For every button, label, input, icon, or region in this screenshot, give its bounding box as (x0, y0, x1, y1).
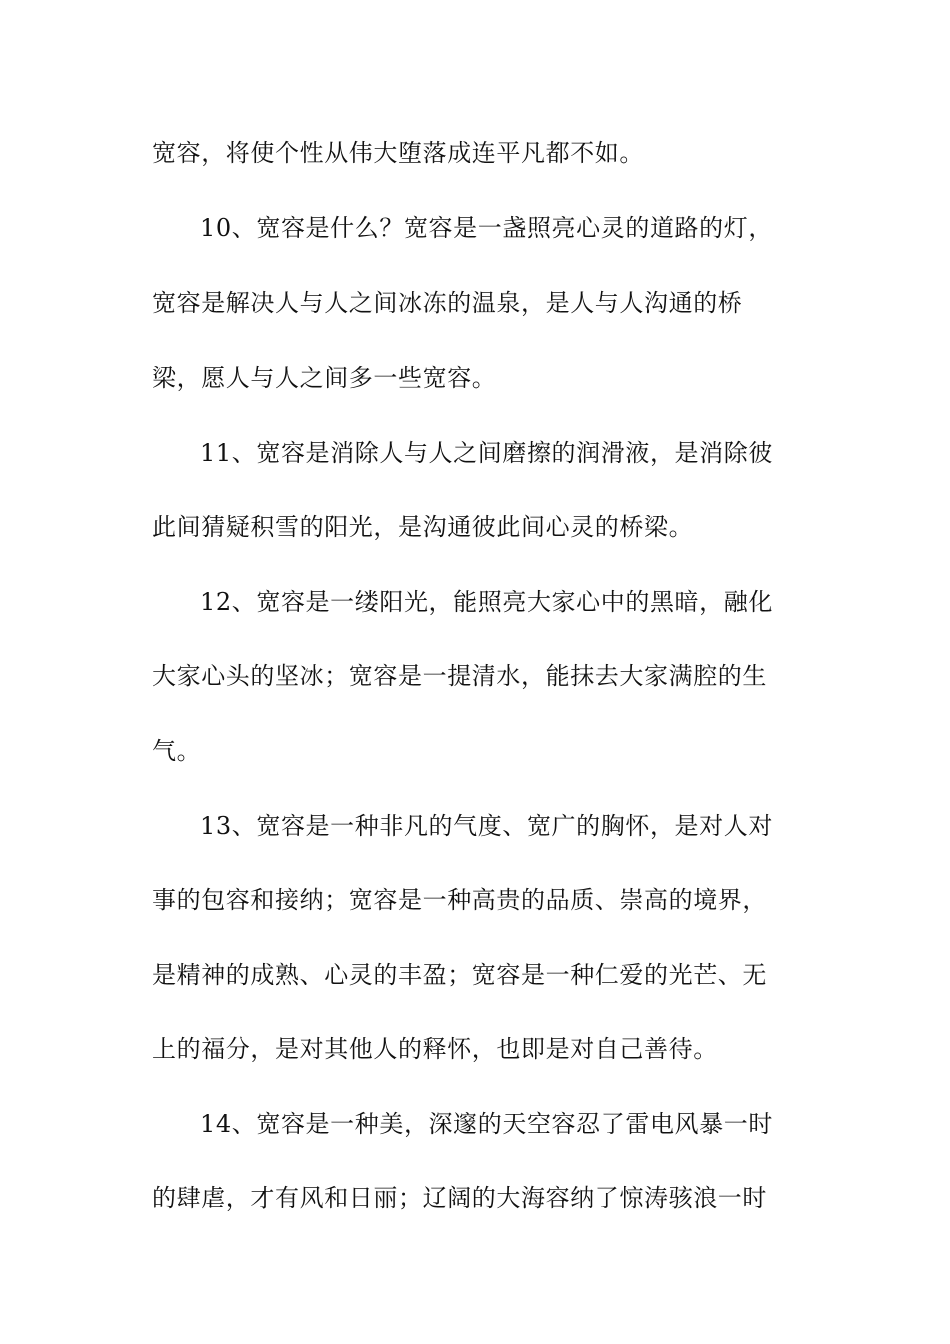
text-line: 上的福分，是对其他人的释怀，也即是对自己善待。 (152, 1035, 718, 1063)
text-line: 梁，愿人与人之间多一些宽容。 (152, 364, 497, 392)
text-line: 气。 (152, 737, 202, 765)
paragraph-13-line-1: 13、宽容是一种非凡的气度、宽广的胸怀，是对人对 (200, 812, 773, 840)
text-line: 宽容，将使个性从伟大堕落成连平凡都不如。 (152, 139, 644, 167)
paragraph-10-line-1: 10、宽容是什么？宽容是一盏照亮心灵的道路的灯， (200, 214, 773, 242)
text-line: 大家心头的坚冰；宽容是一提清水，能抹去大家满腔的生 (152, 662, 767, 690)
text-line: 事的包容和接纳；宽容是一种高贵的品质、崇高的境界， (152, 886, 767, 914)
text-line: 的肆虐，才有风和日丽；辽阔的大海容纳了惊涛骇浪一时 (152, 1184, 767, 1212)
text-line: 是精神的成熟、心灵的丰盈；宽容是一种仁爱的光芒、无 (152, 961, 767, 989)
paragraph-14-line-1: 14、宽容是一种美，深邃的天空容忍了雷电风暴一时 (200, 1110, 773, 1138)
paragraph-12-line-1: 12、宽容是一缕阳光，能照亮大家心中的黑暗，融化 (200, 588, 773, 616)
text-line: 宽容是解决人与人之间冰冻的温泉，是人与人沟通的桥 (152, 289, 743, 317)
text-line: 此间猜疑积雪的阳光，是沟通彼此间心灵的桥梁。 (152, 513, 694, 541)
paragraph-11-line-1: 11、宽容是消除人与人之间磨擦的润滑液，是消除彼 (200, 439, 773, 467)
